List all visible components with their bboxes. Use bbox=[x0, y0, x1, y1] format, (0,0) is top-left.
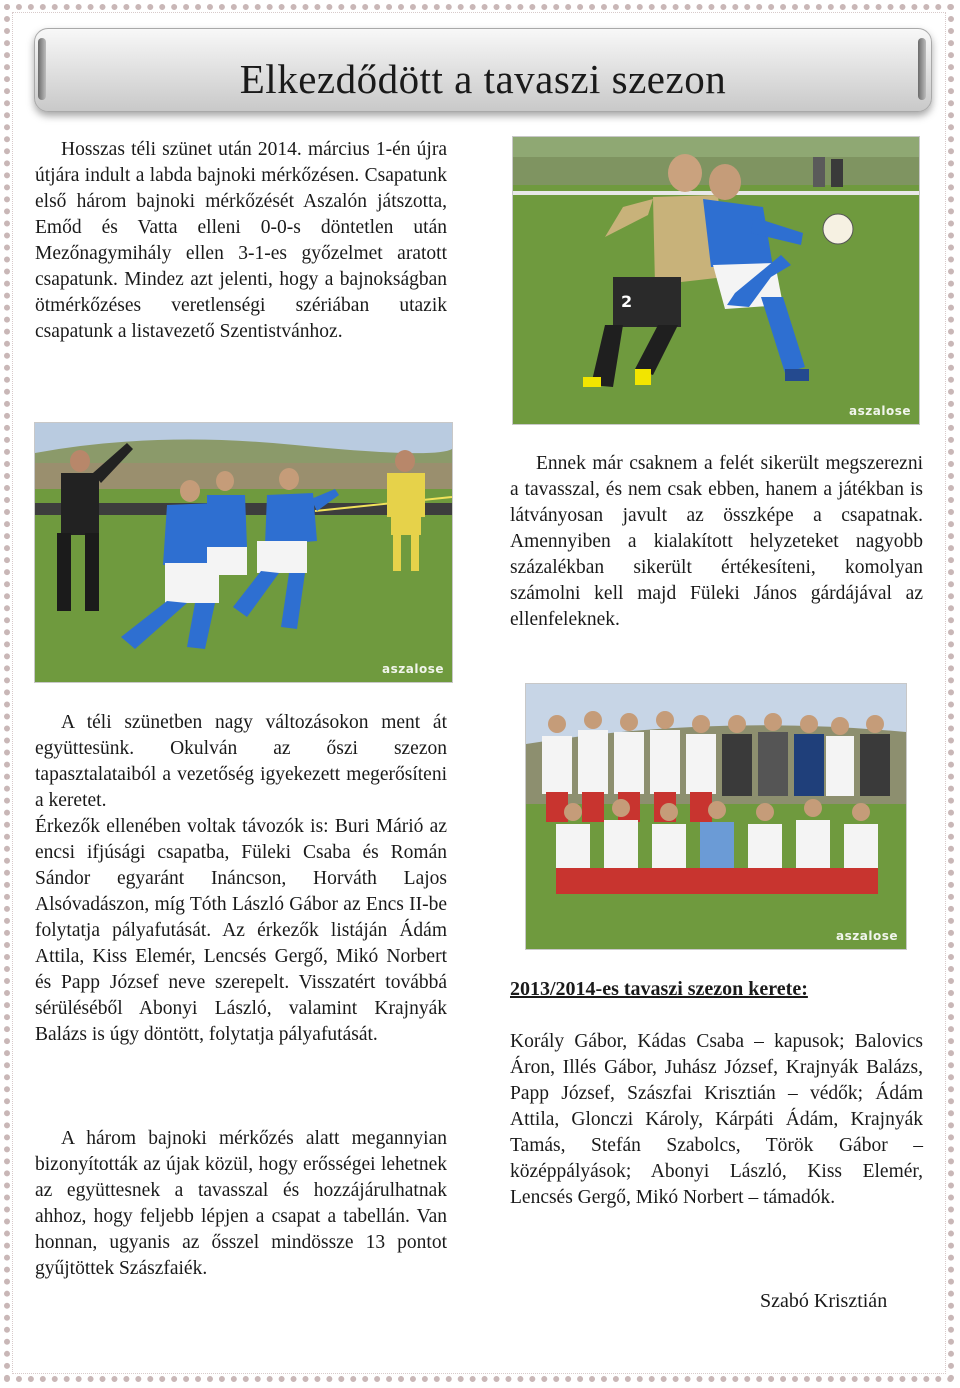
photo-watermark: aszalose bbox=[836, 929, 898, 943]
winter-break-text: A téli szünetben nagy változásokon ment át együttesünk. Okulván az őszi szezon tapasztalataiból a vezetőség igyekezett megerősíteni a keretet. bbox=[35, 712, 447, 811]
title-banner bbox=[34, 28, 932, 112]
photo-ball-duel bbox=[513, 137, 919, 424]
intro-text: Hosszas téli szünet után 2014. március 1-én újra útjára indult a labda bajnoki mérkőzésen. Csapatunk első három bajnoki mérkőzését Aszalón játszotta, Emőd és Vatta elleni 0-0-s döntetlen után Mezőnagymihály ellen 3-1-es győzelmet aratott csapatunk. Mindez azt jelenti, hogy a bajnokságban ötmérkőzéses veretlenségi szériában utazik csapatunk a listavezető Szentistvánhoz. bbox=[35, 139, 447, 342]
winter-break-paragraph bbox=[35, 710, 447, 814]
banner-scroll-left bbox=[38, 38, 46, 100]
photo-watermark: aszalose bbox=[849, 404, 911, 418]
half-paragraph bbox=[510, 451, 923, 633]
intro-paragraph bbox=[35, 137, 447, 345]
banner-scroll-right bbox=[918, 38, 926, 100]
svg-text:2: 2 bbox=[621, 292, 633, 311]
roster-heading: 2013/2014-es tavaszi szezon kerete: bbox=[510, 978, 808, 1000]
half-text: Ennek már csaknem a felét sikerült megszerezni a tavasszal, és nem csak ebben, hanem a játékban is látványosan javult az összképe a csapatnak. Amennyiben a kialakított helyzeteket nagyobb százalékban sikerült értékesíteni, komolyan számolni kell majd Füleki János gárdájával az ellenfeleknek. bbox=[510, 453, 923, 630]
author-signature: Szabó Krisztián bbox=[760, 1290, 888, 1312]
three-matches-paragraph bbox=[35, 1126, 447, 1282]
photo-attack-referee bbox=[35, 423, 452, 682]
three-matches-text: A három bajnoki mérkőzés alatt megannyian bizonyították az újak közül, hogy erősségei lehetnek az együttesnek a tavasszal és hozzájárulhatnak ahhoz, hogy feljebb lépjen a csapat a tabellán. Van honnan, ugyanis az ősszel mindössze 13 pontot gyűjtöttek Szászfaiék. bbox=[35, 1128, 447, 1279]
roster-text: Korály Gábor, Kádas Csaba – kapusok; Balovics Áron, Illés Gábor, Juhász József, Krajnyák Balázs, Papp József, Szászfai Krisztián – védők; Ádám Attila, Glonczi Károly, Kárpáti Ádám, Krajnyák Tamás, Stefán Szabolcs, Török Gábor – középpályások; Abonyi László, Kiss Elemér, Lencsés Gergő, Mikó Norbert – támadók. bbox=[510, 1031, 923, 1208]
transfers-text: Érkezők ellenében voltak távozók is: Buri Márió az encsi ifjúsági csapatba, Füleki Csaba és Román Sándor egyaránt Ináncson, Horváth Lajos Alsóvadászon, míg Tóth László Gábor az Encs II-be folytatja pályafutását. Az érkezők listáján Ádám Attila, Kiss Elemér, Lencsés Gergő, Mikó Norbert és Papp József neve szerepelt. Visszatért továbbá sérüléséből Abonyi László, valamint Krajnyák Balázs is úgy döntött, folytatja pályafutását. bbox=[35, 816, 447, 1045]
transfers-paragraph bbox=[35, 814, 447, 1048]
photo-team bbox=[526, 684, 906, 949]
photo-watermark: aszalose bbox=[382, 662, 444, 676]
page-title: Elkezdődött a tavaszi szezon bbox=[239, 56, 727, 102]
roster-paragraph bbox=[510, 1029, 923, 1211]
